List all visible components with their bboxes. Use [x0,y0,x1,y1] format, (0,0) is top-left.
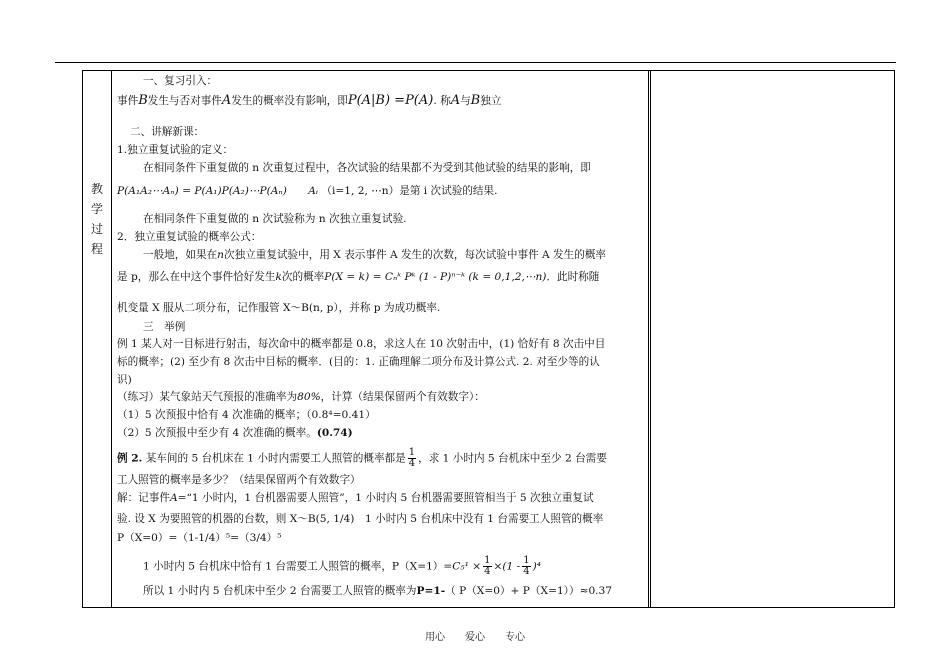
math: 80% [297,391,321,403]
text: (0.74) [316,427,353,439]
text: 1 小时内 5 台机床中恰有 1 台需要工人照管的概率，P（X=1）= [143,560,453,573]
formula-line [143,556,541,577]
text-line [117,448,607,469]
math: Aᵢ [308,185,319,197]
fraction [522,556,530,577]
text-line: 识) [117,374,132,386]
side-char: 过 [90,222,103,236]
side-char: 学 [90,202,103,216]
math: n [217,249,224,261]
text: . 称 [433,95,451,107]
text-line [117,390,485,404]
text: 解：记事件 [117,492,170,504]
text-line: （1）5 次预报中恰有 4 次准确的概率；（0.8⁴=0.41） [117,409,376,421]
text-line: 2．独立重复试验的概率公式： [117,231,262,243]
math: k [275,271,282,283]
math: ×(1 - [493,560,521,573]
page-footer: 用心 爱心 专心 [425,632,525,643]
side-char: 教 [90,182,103,196]
fraction [483,556,491,577]
text: 发生的概率没有影响，即 [231,95,348,107]
text: =“1 小时内，1 台机器需要人照管”，1 小时内 5 台机器需要照管相当于 5 次独立重复试 [177,492,594,504]
text: 所以 1 小时内 5 台机床中至少 2 台需要工人照管的概率为 [143,585,417,597]
text: 次独立重复试验中，用 X 表示事件 A 发生的次数，每次试验中事件 A 发生的概率 [223,249,607,261]
text: ，计算（结果保留两个有效数字）： [320,391,485,403]
notes-column-divider [650,71,651,607]
side-column [83,71,112,607]
text: 发生与否对事件 [147,95,222,107]
denominator: 4 [408,458,416,469]
text-line: 验. 设 X 为要照管的机器的台数，则 X～B(5, 1/4) 1 小时内 5 台机床中没有 1 台需要工人照管的概率 [117,513,604,525]
text-line [143,584,612,598]
numerator: 1 [523,555,530,566]
text-line [143,248,606,262]
text-line: 工人照管的概率是多少？（结果保留两个有效数字） [117,474,361,486]
numerator: 1 [408,447,416,458]
section-heading-review: 一、复习引入： [143,75,218,87]
numerator: 1 [484,555,491,566]
text-line: 机变量 X 服从二项分布，记作服管 X～B(n, p），并称 p 为成功概率. [117,302,441,314]
text: 次的概率 [281,271,325,283]
text-line [117,94,501,108]
text-line: 1.独立重复试验的定义： [117,144,234,156]
text: （ P（X=0）+ P（X=1））≈0.37 [445,585,613,597]
text: ，求 1 小时内 5 台机床中至少 2 台需要 [418,452,607,465]
section-heading-examples: 三 举例 [143,321,186,333]
math: C₅¹ × [452,560,482,573]
header-rule [55,62,896,63]
text: P=1- [416,585,446,597]
example-label: 例 2. [117,452,143,465]
text: 是 p，那么在中这个事件恰好发生 [117,271,276,283]
denominator: 4 [523,566,530,577]
text: （2）5 次预报中至少有 4 次准确的概率。 [117,427,317,439]
text-line: 在相同条件下重复做的 n 次重复过程中，各次试验的结果都不为受到其他试验的结果的影响，即 [143,162,591,174]
text: 某车间的 5 台机床在 1 小时内需要工人照管的概率都是 [145,452,406,465]
math: )⁴ [532,560,541,573]
text: ．此时称随 [546,271,600,283]
text-line: 标的概率；(2) 至少有 8 次击中目标的概率．(目的：1. 正确理解二项分布及计算公式. 2. 对至少等的认 [117,356,600,368]
side-char: 程 [90,242,103,256]
text: （i=1, 2, ⋯n）是第 i 次试验的结果. [321,185,498,197]
math: P(A|B) =P(A) [347,93,434,108]
formula-line [117,270,599,284]
text-line: 在相同条件下重复做的 n 次试验称为 n 次独立重复试验. [143,213,407,225]
text-line [117,426,353,440]
math: A [169,492,178,504]
text: 事件 [117,95,139,107]
text-line: 例 1 某人对一目标进行射击，每次命中的概率都是 0.8，求这人在 10 次射击中，(1) 恰好有 8 次击中目 [117,338,606,350]
text-line [117,491,594,505]
fraction [408,448,416,469]
math: B [470,93,481,108]
math: P(A₁A₂⋯Aₙ) = P(A₁)P(A₂)⋯P(Aₙ) [117,185,287,197]
math: A [450,93,461,108]
formula-line [117,184,497,198]
math: P(X = k) = Cₙᵏ Pᵏ (1 - P)ⁿ⁻ᵏ (k = 0,1,2,⋯n) [324,271,547,283]
side-label [88,179,106,259]
text: （练习）某气象站天气预报的准确率为 [117,391,298,403]
section-heading-new: 二、讲解新课： [130,126,205,138]
math: B [138,93,148,108]
denominator: 4 [484,566,491,577]
text: 独立 [480,95,502,107]
text: 与 [460,95,471,107]
text: 一般地，如果在 [143,249,218,261]
text-line: P（X=0）=（1-1/4）⁵=（3/4）⁵ [117,532,282,544]
math: A [221,93,232,108]
